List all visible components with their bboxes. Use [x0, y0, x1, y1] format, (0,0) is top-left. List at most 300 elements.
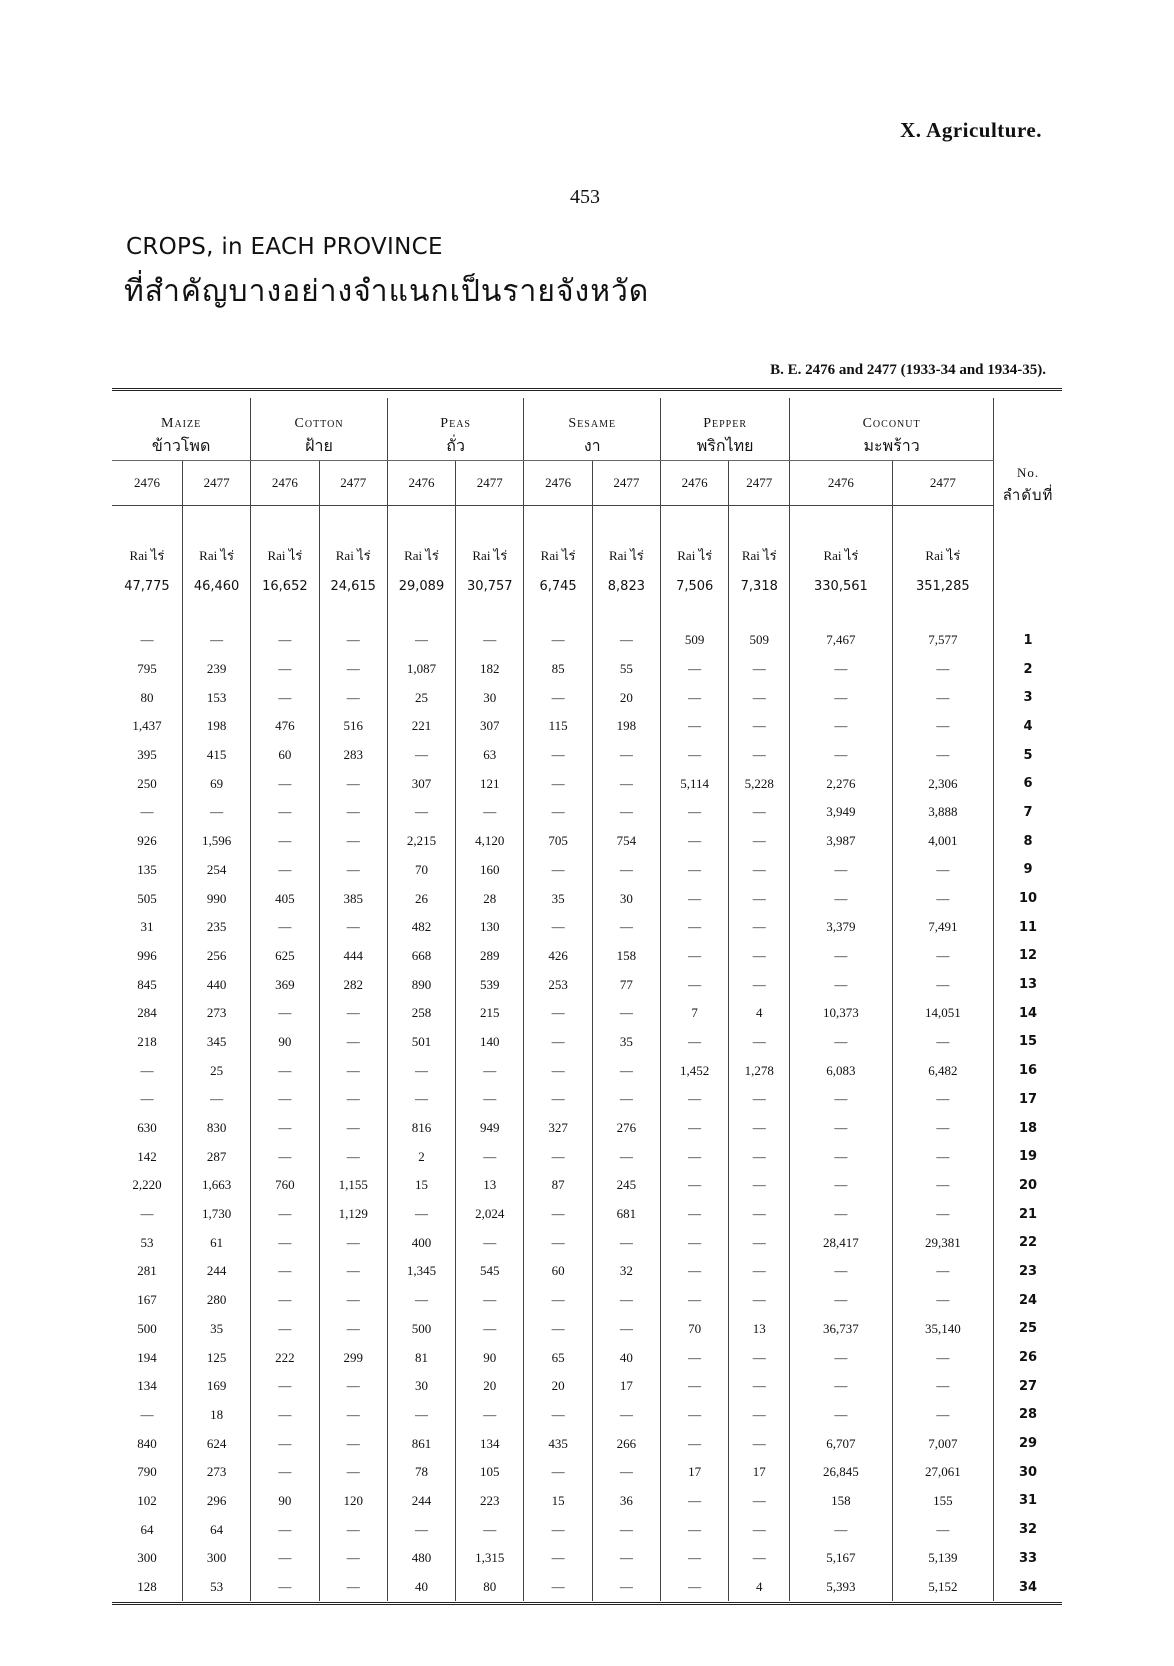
- unit-label: Rai ไร่: [251, 506, 319, 567]
- table-row: [112, 1573, 1062, 1602]
- table-cell: —: [729, 1544, 790, 1573]
- year-coconut-2477: 2477: [892, 461, 993, 506]
- total-maize-2476: 47,775: [112, 566, 182, 606]
- table-cell: 15: [387, 1171, 455, 1200]
- table-cell: —: [456, 798, 524, 827]
- table-cell: 795: [112, 655, 182, 684]
- table-cell: —: [661, 1142, 729, 1171]
- table-cell: 245: [592, 1171, 660, 1200]
- table-cell: —: [892, 1257, 993, 1286]
- bottom-rule: [112, 1602, 1062, 1605]
- table-cell: 85: [524, 655, 592, 684]
- table-cell: 500: [387, 1315, 455, 1344]
- table-cell: —: [790, 741, 892, 770]
- table-cell: 160: [456, 856, 524, 885]
- row-number: 3: [1023, 690, 1033, 706]
- table-cell: 80: [112, 683, 182, 712]
- table-cell: 369: [251, 970, 319, 999]
- table-cell: —: [729, 741, 790, 770]
- row-number: 23: [1018, 1263, 1038, 1279]
- table-cell: —: [892, 884, 993, 913]
- crop-thai-sesame: งา: [524, 432, 661, 461]
- row-number: 14: [1018, 1005, 1038, 1021]
- table-cell: 134: [112, 1372, 182, 1401]
- table-cell: —: [251, 1228, 319, 1257]
- table-cell: —: [112, 1401, 182, 1430]
- table-cell: —: [892, 1085, 993, 1114]
- table-cell: 2: [387, 1142, 455, 1171]
- year-sesame-2476: 2476: [524, 461, 592, 506]
- table-cell: —: [112, 1085, 182, 1114]
- unit-label: Rai ไร่: [387, 506, 455, 567]
- table-cell: 5,228: [729, 769, 790, 798]
- table-cell: 20: [456, 1372, 524, 1401]
- table-cell: —: [661, 1429, 729, 1458]
- table-cell: —: [790, 1401, 892, 1430]
- table-cell: 115: [524, 712, 592, 741]
- table-cell: 15: [524, 1487, 592, 1516]
- table-row: [112, 1028, 1062, 1057]
- year-maize-2476: 2476: [112, 461, 182, 506]
- table-cell: 327: [524, 1114, 592, 1143]
- table-cell: 158: [790, 1487, 892, 1516]
- table-cell: —: [790, 1257, 892, 1286]
- table-cell: 476: [251, 712, 319, 741]
- table-cell: —: [661, 655, 729, 684]
- crop-thai-cotton: ฝ้าย: [251, 432, 388, 461]
- row-number: 22: [1018, 1235, 1038, 1251]
- table-cell: 3,949: [790, 798, 892, 827]
- table-cell: 198: [592, 712, 660, 741]
- crop-thai-peas: ถั่ว: [387, 432, 524, 461]
- table-cell: 668: [387, 942, 455, 971]
- table-cell: —: [251, 1573, 319, 1602]
- table-cell: 1,129: [319, 1200, 387, 1229]
- table-cell: 29,381: [892, 1228, 993, 1257]
- table-cell: 861: [387, 1429, 455, 1458]
- page-number: 453: [570, 186, 600, 208]
- table-cell: —: [790, 970, 892, 999]
- table-row: [112, 1142, 1062, 1171]
- table-cell: —: [251, 1458, 319, 1487]
- table-cell: 440: [182, 970, 250, 999]
- table-cell: —: [661, 970, 729, 999]
- table-cell: 64: [112, 1515, 182, 1544]
- table-cell: —: [661, 1114, 729, 1143]
- table-cell: —: [456, 1085, 524, 1114]
- table-cell: 926: [112, 827, 182, 856]
- table-cell: 27,061: [892, 1458, 993, 1487]
- table-cell: —: [524, 1573, 592, 1602]
- table-cell: —: [892, 683, 993, 712]
- table-cell: 102: [112, 1487, 182, 1516]
- table-cell: —: [456, 1315, 524, 1344]
- table-cell: —: [892, 856, 993, 885]
- table-cell: 215: [456, 999, 524, 1028]
- table-cell: —: [319, 856, 387, 885]
- crop-thai-coconut: มะพร้าว: [790, 432, 994, 461]
- table-cell: 121: [456, 769, 524, 798]
- row-number: 11: [1018, 919, 1038, 935]
- year-sesame-2477: 2477: [592, 461, 660, 506]
- table-cell: —: [524, 741, 592, 770]
- row-number: 15: [1018, 1034, 1038, 1050]
- table-cell: —: [790, 712, 892, 741]
- table-row: [112, 1056, 1062, 1085]
- table-cell: —: [251, 913, 319, 942]
- number-column-header: No. ลำดับที่: [1002, 464, 1054, 504]
- table-cell: —: [729, 1343, 790, 1372]
- row-number: 16: [1018, 1063, 1038, 1079]
- table-cell: —: [729, 1429, 790, 1458]
- table-cell: —: [790, 655, 892, 684]
- table-cell: 996: [112, 942, 182, 971]
- table-cell: 30: [387, 1372, 455, 1401]
- table-cell: —: [729, 1372, 790, 1401]
- table-cell: 1,730: [182, 1200, 250, 1229]
- table-row: [112, 970, 1062, 999]
- table-cell: —: [729, 970, 790, 999]
- row-number: 20: [1018, 1177, 1038, 1193]
- table-cell: 482: [387, 913, 455, 942]
- table-cell: 444: [319, 942, 387, 971]
- table-cell: 254: [182, 856, 250, 885]
- table-cell: —: [387, 626, 455, 655]
- table-cell: —: [456, 1515, 524, 1544]
- table-cell: 17: [729, 1458, 790, 1487]
- total-coconut-2476: 330,561: [790, 566, 892, 606]
- table-cell: —: [661, 798, 729, 827]
- row-number: 9: [1023, 862, 1033, 878]
- row-number: 2: [1023, 661, 1033, 677]
- table-cell: 3,379: [790, 913, 892, 942]
- table-cell: 760: [251, 1171, 319, 1200]
- row-number: 4: [1023, 718, 1033, 734]
- table-cell: —: [112, 626, 182, 655]
- table-cell: —: [319, 1315, 387, 1344]
- table-cell: 18: [182, 1401, 250, 1430]
- table-cell: —: [524, 1228, 592, 1257]
- table-cell: —: [729, 856, 790, 885]
- table-cell: 6,482: [892, 1056, 993, 1085]
- table-cell: —: [387, 1401, 455, 1430]
- total-sesame-2477: 8,823: [592, 566, 660, 606]
- table-cell: 282: [319, 970, 387, 999]
- table-cell: 35: [182, 1315, 250, 1344]
- table-cell: —: [892, 970, 993, 999]
- table-cell: —: [892, 712, 993, 741]
- table-cell: —: [524, 1056, 592, 1085]
- table-cell: 300: [182, 1544, 250, 1573]
- table-row: [112, 1401, 1062, 1430]
- table-cell: —: [319, 1028, 387, 1057]
- table-cell: —: [592, 1142, 660, 1171]
- table-cell: 840: [112, 1429, 182, 1458]
- table-cell: —: [729, 884, 790, 913]
- unit-label: Rai ไร่: [182, 506, 250, 567]
- table-cell: —: [592, 999, 660, 1028]
- total-peas-2477: 30,757: [456, 566, 524, 606]
- table-cell: —: [251, 856, 319, 885]
- table-cell: 13: [456, 1171, 524, 1200]
- table-cell: 307: [387, 769, 455, 798]
- table-cell: —: [729, 683, 790, 712]
- table-cell: 300: [112, 1544, 182, 1573]
- table-cell: 280: [182, 1286, 250, 1315]
- table-cell: 77: [592, 970, 660, 999]
- table-cell: —: [661, 913, 729, 942]
- table-cell: —: [729, 798, 790, 827]
- table-cell: —: [729, 1171, 790, 1200]
- table-cell: —: [387, 1515, 455, 1544]
- table-cell: —: [729, 1028, 790, 1057]
- table-row: [112, 741, 1062, 770]
- table-cell: —: [251, 798, 319, 827]
- year-peas-2477: 2477: [456, 461, 524, 506]
- row-number: 19: [1018, 1149, 1038, 1165]
- table-cell: —: [387, 1200, 455, 1229]
- row-number: 28: [1018, 1407, 1038, 1423]
- table-cell: —: [729, 1515, 790, 1544]
- table-cell: 1,278: [729, 1056, 790, 1085]
- table-cell: 6,707: [790, 1429, 892, 1458]
- table-cell: 299: [319, 1343, 387, 1372]
- crop-header-cotton: Cotton: [251, 398, 388, 432]
- table-cell: 30: [456, 683, 524, 712]
- table-cell: —: [661, 1228, 729, 1257]
- table-cell: 90: [251, 1487, 319, 1516]
- table-row: [112, 1228, 1062, 1257]
- table-cell: 307: [456, 712, 524, 741]
- table-row: [112, 1487, 1062, 1516]
- table-cell: 2,215: [387, 827, 455, 856]
- table-cell: —: [729, 1257, 790, 1286]
- table-cell: 289: [456, 942, 524, 971]
- table-cell: —: [592, 1315, 660, 1344]
- table-cell: 53: [112, 1228, 182, 1257]
- total-peas-2476: 29,089: [387, 566, 455, 606]
- table-cell: 218: [112, 1028, 182, 1057]
- table-cell: 153: [182, 683, 250, 712]
- table-cell: 256: [182, 942, 250, 971]
- table-cell: 7,467: [790, 626, 892, 655]
- table-cell: —: [892, 942, 993, 971]
- total-coconut-2477: 351,285: [892, 566, 993, 606]
- table-cell: —: [790, 1343, 892, 1372]
- table-cell: —: [661, 1028, 729, 1057]
- year-coconut-2476: 2476: [790, 461, 892, 506]
- table-cell: 539: [456, 970, 524, 999]
- table-cell: 681: [592, 1200, 660, 1229]
- row-number: 32: [1018, 1522, 1038, 1538]
- table-cell: —: [790, 1171, 892, 1200]
- table-cell: 169: [182, 1372, 250, 1401]
- table-cell: —: [319, 1085, 387, 1114]
- table-cell: —: [892, 1372, 993, 1401]
- total-pepper-2476: 7,506: [661, 566, 729, 606]
- table-cell: —: [661, 712, 729, 741]
- table-cell: —: [319, 1372, 387, 1401]
- table-cell: 845: [112, 970, 182, 999]
- table-cell: 296: [182, 1487, 250, 1516]
- table-cell: —: [661, 1544, 729, 1573]
- unit-label: Rai ไร่: [790, 506, 892, 567]
- table-cell: —: [182, 1085, 250, 1114]
- table-cell: 545: [456, 1257, 524, 1286]
- row-number: 13: [1018, 977, 1038, 993]
- table-cell: 2,220: [112, 1171, 182, 1200]
- table-cell: —: [524, 626, 592, 655]
- section-heading: X. Agriculture.: [900, 118, 1042, 142]
- table-cell: —: [790, 1286, 892, 1315]
- table-cell: 284: [112, 999, 182, 1028]
- table-cell: 14,051: [892, 999, 993, 1028]
- table-cell: —: [892, 1515, 993, 1544]
- table-cell: 276: [592, 1114, 660, 1143]
- table-cell: —: [251, 1429, 319, 1458]
- table-cell: —: [592, 798, 660, 827]
- row-number: 27: [1018, 1378, 1038, 1394]
- table-cell: 35,140: [892, 1315, 993, 1344]
- table-cell: —: [661, 1257, 729, 1286]
- table-cell: 754: [592, 827, 660, 856]
- table-cell: 501: [387, 1028, 455, 1057]
- table-cell: 273: [182, 1458, 250, 1487]
- table-cell: —: [790, 1142, 892, 1171]
- table-cell: 128: [112, 1573, 182, 1602]
- table-cell: —: [524, 1515, 592, 1544]
- table-cell: 1,452: [661, 1056, 729, 1085]
- table-cell: —: [661, 1401, 729, 1430]
- table-cell: —: [729, 827, 790, 856]
- table-cell: 625: [251, 942, 319, 971]
- table-cell: 32: [592, 1257, 660, 1286]
- table-cell: —: [251, 1056, 319, 1085]
- table-cell: —: [319, 683, 387, 712]
- table-cell: —: [892, 1286, 993, 1315]
- table-cell: —: [387, 1286, 455, 1315]
- table-cell: 60: [251, 741, 319, 770]
- table-cell: 816: [387, 1114, 455, 1143]
- table-row: [112, 769, 1062, 798]
- crop-header-pepper: Pepper: [661, 398, 790, 432]
- year-peas-2476: 2476: [387, 461, 455, 506]
- table-cell: 40: [592, 1343, 660, 1372]
- table-cell: —: [592, 1286, 660, 1315]
- table-cell: —: [251, 1544, 319, 1573]
- table-cell: —: [661, 1085, 729, 1114]
- table-cell: —: [251, 655, 319, 684]
- table-cell: 142: [112, 1142, 182, 1171]
- table-cell: 158: [592, 942, 660, 971]
- table-cell: —: [524, 1142, 592, 1171]
- table-row: [112, 913, 1062, 942]
- table-cell: 25: [387, 683, 455, 712]
- table-cell: 500: [112, 1315, 182, 1344]
- table-cell: 415: [182, 741, 250, 770]
- table-cell: 505: [112, 884, 182, 913]
- row-number: 21: [1018, 1206, 1038, 1222]
- row-number: 25: [1018, 1321, 1038, 1337]
- table-cell: 1,596: [182, 827, 250, 856]
- table-cell: 7: [661, 999, 729, 1028]
- table-cell: 223: [456, 1487, 524, 1516]
- crop-header-coconut: Coconut: [790, 398, 994, 432]
- table-cell: —: [661, 827, 729, 856]
- table-cell: 13: [729, 1315, 790, 1344]
- table-cell: —: [251, 1315, 319, 1344]
- table-row: [112, 712, 1062, 741]
- table-cell: 194: [112, 1343, 182, 1372]
- table-cell: —: [729, 1401, 790, 1430]
- table-cell: 134: [456, 1429, 524, 1458]
- table-cell: —: [790, 1028, 892, 1057]
- table-cell: —: [892, 1028, 993, 1057]
- table-cell: —: [251, 683, 319, 712]
- table-cell: 5,114: [661, 769, 729, 798]
- table-cell: 949: [456, 1114, 524, 1143]
- table-cell: —: [729, 712, 790, 741]
- table-cell: 405: [251, 884, 319, 913]
- table-cell: —: [592, 1228, 660, 1257]
- table-cell: —: [790, 683, 892, 712]
- table-cell: —: [456, 1056, 524, 1085]
- table-cell: —: [892, 1114, 993, 1143]
- table-cell: —: [661, 1171, 729, 1200]
- table-cell: 2,024: [456, 1200, 524, 1229]
- table-cell: 63: [456, 741, 524, 770]
- crop-header-maize: Maize: [112, 398, 251, 432]
- table-cell: 244: [182, 1257, 250, 1286]
- table-cell: 10,373: [790, 999, 892, 1028]
- table-cell: —: [524, 999, 592, 1028]
- table-cell: 182: [456, 655, 524, 684]
- unit-label: Rai ไร่: [319, 506, 387, 567]
- table-cell: 36: [592, 1487, 660, 1516]
- table-cell: —: [319, 1573, 387, 1602]
- table-cell: —: [319, 1429, 387, 1458]
- table-cell: —: [790, 1200, 892, 1229]
- table-cell: —: [182, 798, 250, 827]
- table-cell: —: [112, 1056, 182, 1085]
- table-cell: 222: [251, 1343, 319, 1372]
- table-cell: 60: [524, 1257, 592, 1286]
- table-cell: —: [251, 1114, 319, 1143]
- page-title-english: CROPS, in EACH PROVINCE: [126, 234, 443, 260]
- crops-table: [112, 398, 1062, 1601]
- row-number: 6: [1023, 776, 1033, 792]
- table-cell: 20: [524, 1372, 592, 1401]
- table-cell: 890: [387, 970, 455, 999]
- table-cell: 28,417: [790, 1228, 892, 1257]
- total-sesame-2476: 6,745: [524, 566, 592, 606]
- table-cell: —: [661, 1286, 729, 1315]
- table-cell: —: [790, 942, 892, 971]
- table-cell: —: [729, 655, 790, 684]
- table-cell: 25: [182, 1056, 250, 1085]
- table-cell: 990: [182, 884, 250, 913]
- table-cell: —: [251, 1142, 319, 1171]
- table-cell: —: [524, 683, 592, 712]
- table-cell: —: [892, 1142, 993, 1171]
- table-cell: 1,155: [319, 1171, 387, 1200]
- table-cell: 90: [456, 1343, 524, 1372]
- table-cell: 105: [456, 1458, 524, 1487]
- table-cell: 26,845: [790, 1458, 892, 1487]
- table-cell: 140: [456, 1028, 524, 1057]
- table-cell: —: [319, 1257, 387, 1286]
- table-row: [112, 1458, 1062, 1487]
